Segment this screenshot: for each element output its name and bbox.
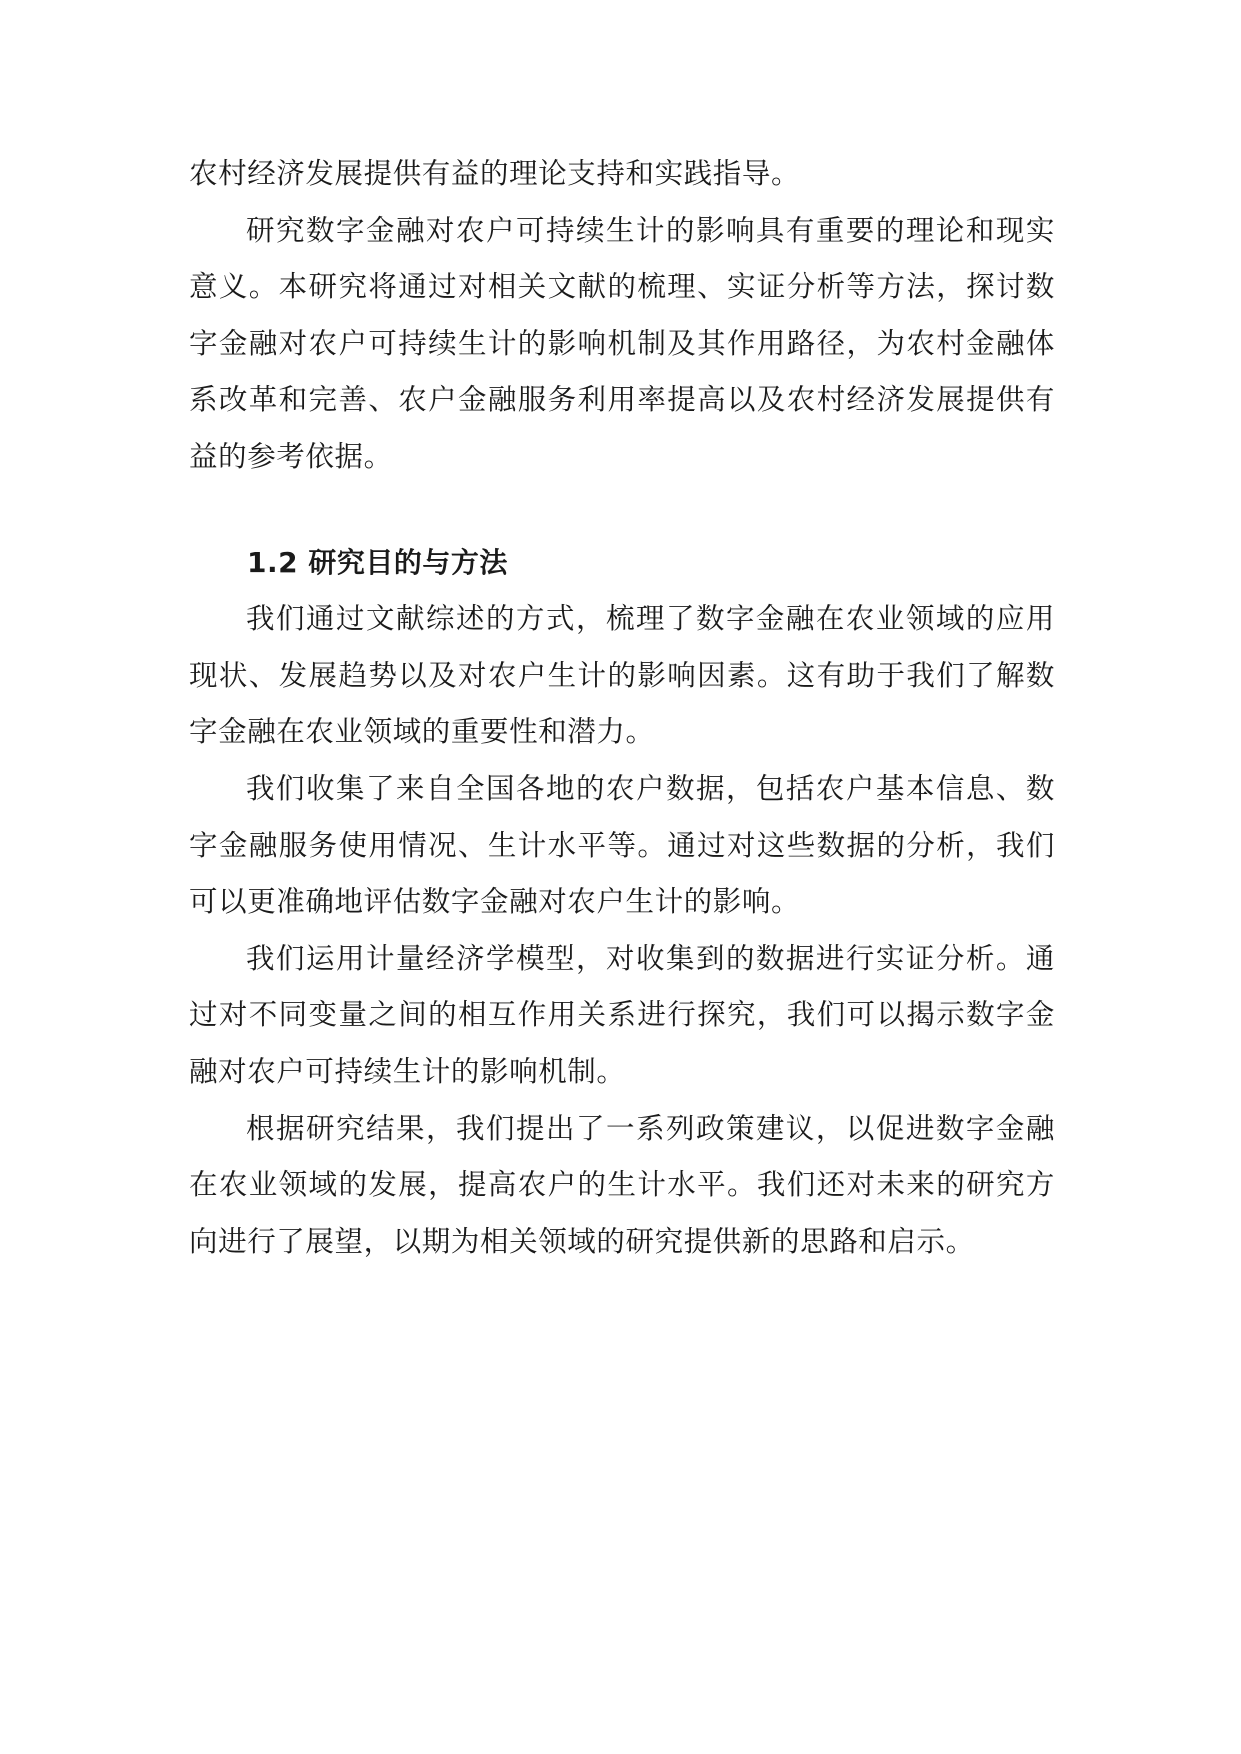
paragraph-literature-review: 我们通过文献综述的方式，梳理了数字金融在农业领域的应用现状、发展趋势以及对农户生计的影响因素。这有助于我们了解数字金融在农业领域的重要性和潜力。 [189, 602, 1055, 749]
paragraph-policy-suggestions: 根据研究结果，我们提出了一系列政策建议，以促进数字金融在农业领域的发展，提高农户的生计水平。我们还对未来的研究方向进行了展望，以期为相关领域的研究提供新的思路和启示。 [189, 1111, 1055, 1258]
paragraph-data-collection: 我们收集了来自全国各地的农户数据，包括农户基本信息、数字金融服务使用情况、生计水平等。通过对这些数据的分析，我们可以更准确地评估数字金融对农户生计的影响。 [189, 771, 1055, 919]
paragraph-empirical-analysis: 我们运用计量经济学模型，对收集到的数据进行实证分析。通过对不同变量之间的相互作用关系进行探究，我们可以揭示数字金融对农户可持续生计的影响机制。 [189, 941, 1055, 1088]
paragraph-continuation: 农村经济发展提供有益的理论支持和实践指导。 [189, 157, 801, 190]
section-heading: 1.2 研究目的与方法 [247, 545, 508, 579]
document-body [189, 146, 1055, 1270]
paragraph-significance: 研究数字金融对农户可持续生计的影响具有重要的理论和现实意义。本研究将通过对相关文献的梳理、实证分析等方法，探讨数字金融对农户可持续生计的影响机制及其作用路径，为农村金融体系改革和完善、农户金融服务利用率提高以及农村经济发展提供有益的参考依据。 [189, 213, 1055, 473]
